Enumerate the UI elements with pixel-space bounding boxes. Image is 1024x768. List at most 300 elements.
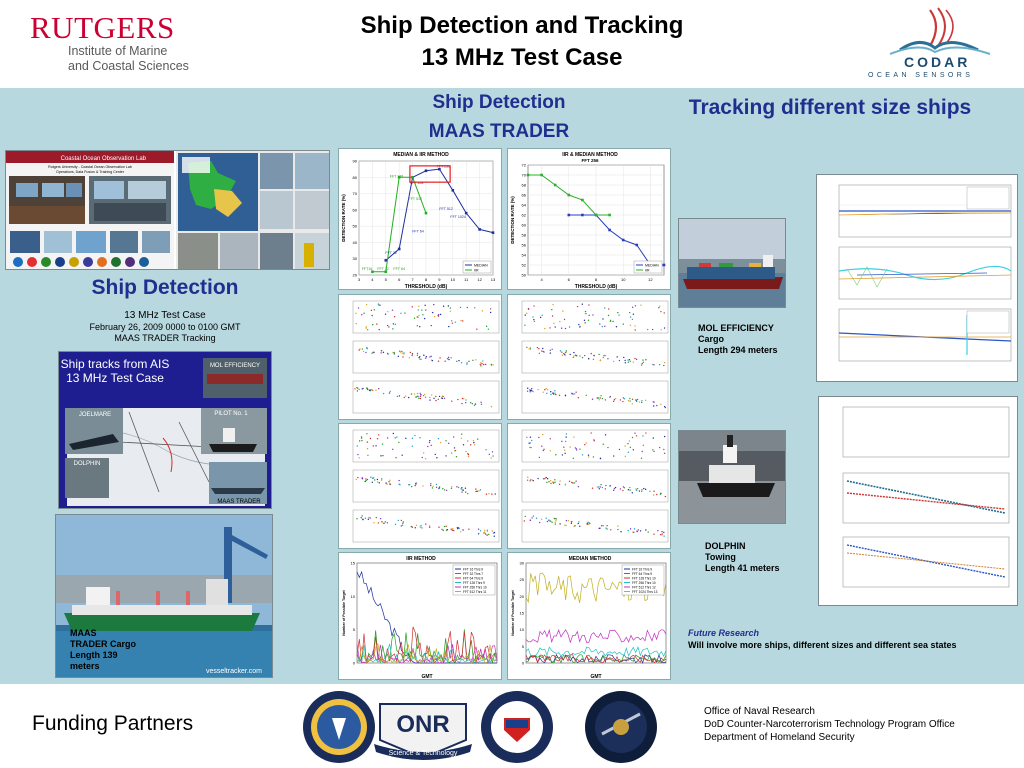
detection-point [456,456,457,457]
detection-point [578,521,579,522]
detection-scatter-panel [507,423,671,549]
detection-point [627,359,628,360]
detection-point [424,305,425,306]
detection-point [476,491,477,492]
detection-point [630,528,631,529]
detection-point [527,480,528,481]
detection-point [573,458,574,459]
detection-point [528,348,529,349]
dolphin-tug-image [679,431,786,524]
detection-point [543,351,544,352]
detection-point [546,393,547,394]
detection-point [614,399,615,400]
detection-point [609,485,610,486]
detection-point [492,455,493,456]
detection-point [389,483,390,484]
detection-point [533,305,534,306]
detection-point [454,447,455,448]
data-point [568,214,571,217]
detection-point [462,529,463,530]
detection-point [389,392,390,393]
y-tick-label: 50 [521,272,526,278]
detection-point [467,362,468,363]
detection-point [524,325,525,326]
header [0,0,1024,88]
detection-point [554,392,555,393]
detection-point [634,325,635,326]
y-tick-label: 62 [521,212,526,218]
codar-waves-icon [860,6,1010,56]
legend-entry: FFT 128 Thrs 10 [632,576,656,581]
detection-point [378,329,379,330]
detection-point [562,310,563,311]
detection-point [422,457,423,458]
detection-point [526,347,527,348]
detection-point [599,528,600,529]
detection-point [445,440,446,441]
detection-point [560,350,561,351]
detection-point [632,492,633,493]
y-tick-label: 0 [521,660,524,666]
detection-point [361,515,362,516]
detection-point [599,488,600,489]
detection-point [490,312,491,313]
detection-point [549,521,550,522]
detection-point [433,486,434,487]
y-tick-label: 20 [519,593,524,599]
detection-point [541,518,542,519]
detection-point [550,450,551,451]
detection-point [600,395,601,396]
detection-point [412,306,413,307]
detection-point [545,477,546,478]
detection-point [430,485,431,486]
legend-entry: FFT 1024 Thrs 13 [632,590,658,594]
detection-point [660,311,661,312]
detection-point [415,527,416,528]
detection-point [605,527,606,528]
detection-point [475,403,476,404]
detection-point [543,449,544,450]
detection-point [571,393,572,394]
detection-point [613,401,614,402]
data-point [492,231,495,234]
detection-point [473,442,474,443]
detection-point [543,450,544,451]
detection-point [418,398,419,399]
detection-point [588,315,589,316]
detection-point [482,310,483,311]
detection-point [550,350,551,351]
data-point [425,169,428,172]
y-tick-label: 5 [352,627,355,633]
y-tick-label: 52 [521,262,526,268]
detection-point [415,483,416,484]
detection-point [662,533,663,534]
detection-point [386,484,387,485]
detection-point [401,351,402,352]
detection-point [636,401,637,402]
median-method-targets-chart [507,552,671,680]
legend-entry: MEDIAN [645,263,659,268]
legend-entry: FFT 16 Thrs 9 [463,567,484,572]
detection-point [398,480,399,481]
y-tick-label: 50 [352,223,357,229]
data-point [636,244,639,247]
y-tick-label: 66 [521,192,526,198]
detection-point [592,488,593,489]
detection-point [461,487,462,488]
detection-point [610,529,611,530]
detection-point [461,491,462,492]
detection-point [475,488,476,489]
detection-point [628,362,629,363]
detection-point [359,457,360,458]
footer [0,684,1024,768]
detection-point [486,326,487,327]
detection-point [488,329,489,330]
detection-point [541,445,542,446]
y-tick-label: 5 [521,643,524,649]
detection-point [412,353,413,354]
detection-point [420,394,421,395]
detection-point [548,481,549,482]
detection-point [550,438,551,439]
detection-point [404,397,405,398]
y-tick-label: 15 [350,560,355,566]
detection-point [653,451,654,452]
detection-point [418,315,419,316]
detection-point [460,531,461,532]
chart-annotation: FFT 512 [408,197,423,202]
detection-point [487,529,488,530]
detection-point [641,364,642,365]
detection-point [577,306,578,307]
detection-point [430,483,431,484]
detection-point [633,361,634,362]
detection-point [355,479,356,480]
y-tick-label: 0 [352,660,355,666]
detection-point [442,398,443,399]
detection-point [355,323,356,324]
detection-point [420,525,421,526]
detection-point [373,522,374,523]
ship-detection-left-heading: Ship Detection [91,276,239,299]
detection-point [452,322,453,323]
detection-point [612,321,613,322]
detection-point [643,488,644,489]
detection-point [402,525,403,526]
detection-point [462,398,463,399]
detection-point [645,400,646,401]
detection-point [420,526,421,527]
data-point [478,228,481,231]
detection-point [421,527,422,528]
mol-efficiency-caption [698,323,808,356]
ais-title-line1: Ship tracks from AIS [60,357,170,371]
detection-point [480,364,481,365]
detection-point [394,352,395,353]
detection-point [460,307,461,308]
y-tick-label: 60 [352,207,357,213]
detection-point [531,517,532,518]
detection-point [527,477,528,478]
detection-point [419,356,420,357]
detection-point [451,452,452,453]
detection-point [575,480,576,481]
detection-point [362,348,363,349]
chart-annotation: FFT 128 [409,180,424,185]
detection-point [412,446,413,447]
x-tick-label: 12 [648,277,653,282]
detection-point [363,351,364,352]
detection-point [461,438,462,439]
detection-point [377,438,378,439]
detection-point [418,309,419,310]
detection-point [555,326,556,327]
detection-point [622,401,623,402]
detection-point [458,487,459,488]
detection-point [582,357,583,358]
detection-point [473,440,474,441]
detection-point [385,314,386,315]
iir-median-fft256-chart [507,148,671,290]
data-point [568,194,571,197]
detection-point [491,406,492,407]
detection-point [645,359,646,360]
detection-scatter-panel [338,294,502,420]
detection-point [578,324,579,325]
detection-point [569,326,570,327]
detection-point [565,351,566,352]
detection-point [588,304,589,305]
detection-point [630,325,631,326]
detection-point [371,315,372,316]
detection-point [481,363,482,364]
detection-point [429,442,430,443]
detection-point [417,316,418,317]
detection-point [652,364,653,365]
detection-point [463,444,464,445]
detection-point [635,305,636,306]
detection-point [440,442,441,443]
ais-label-pilot: PILOT No. 1 [214,411,248,417]
detection-point [379,482,380,483]
detection-point [546,482,547,483]
detection-point [462,489,463,490]
detection-point [565,484,566,485]
detection-point [641,491,642,492]
detection-point [417,353,418,354]
mol-caption-line: MOL EFFICIENCY [698,323,774,333]
detection-point [417,325,418,326]
data-point [622,239,625,242]
detection-point [661,329,662,330]
detection-point [448,305,449,306]
detection-point [552,392,553,393]
data-point [385,259,388,262]
detection-point [405,438,406,439]
data-point [425,212,428,215]
detection-point [639,401,640,402]
x-axis-label: THRESHOLD (dB) [404,284,448,290]
detection-point [494,532,495,533]
detection-point [559,321,560,322]
detection-point [636,490,637,491]
detection-point [425,458,426,459]
detection-point [652,449,653,450]
y-tick-label: 10 [350,593,355,599]
detection-point [571,521,572,522]
detection-point [628,400,629,401]
detection-point [361,440,362,441]
detection-point [448,443,449,444]
detection-point [597,397,598,398]
detection-point [529,447,530,448]
detection-point [645,432,646,433]
detection-point [425,396,426,397]
x-axis-label: GMT [590,674,602,680]
detection-point [394,316,395,317]
data-point [663,264,666,267]
detection-point [639,490,640,491]
detection-point [588,456,589,457]
detection-point [425,309,426,310]
legend-entry: FFT 512 Thrs 11 [463,590,487,594]
detection-point [634,358,635,359]
detection-point [387,311,388,312]
detection-point [566,520,567,521]
detection-point [584,355,585,356]
detection-point [602,326,603,327]
detection-point [422,485,423,486]
detection-point [477,438,478,439]
data-point [540,174,543,177]
detection-point [387,437,388,438]
detection-point [468,361,469,362]
y-tick-label: 60 [521,222,526,228]
detection-point [432,487,433,488]
x-tick-label: 8 [424,277,428,282]
detection-point [552,482,553,483]
detection-point [527,391,528,392]
detection-point [537,347,538,348]
detection-point [452,528,453,529]
detection-point [664,453,665,454]
detection-point [574,525,575,526]
detection-point [373,477,374,478]
funder-line: Department of Homeland Security [704,732,855,743]
detection-point [623,357,624,358]
detection-point [461,362,462,363]
data-point [581,199,584,202]
detection-point [618,314,619,315]
detection-point [453,530,454,531]
detection-point [429,440,430,441]
x-tick-label: 12 [477,277,482,282]
panel-background [508,295,671,420]
codar-logo [860,6,1010,82]
detection-point [552,304,553,305]
detection-point [664,436,665,437]
dhs-seal-icon [480,690,554,764]
legend-entry: FFT 512 Thrs 12 [632,585,656,590]
detection-point [452,530,453,531]
detection-point [377,479,378,480]
detection-point [605,488,606,489]
detection-point [385,482,386,483]
detection-point [392,309,393,310]
detection-point [603,444,604,445]
detection-point [623,323,624,324]
y-tick-label: 30 [352,256,357,262]
detection-point [381,350,382,351]
detection-point [632,319,633,320]
detection-point [614,488,615,489]
detection-point [633,314,634,315]
y-tick-label: 90 [352,158,357,164]
legend-entry: FFT 32 Thrs 7 [463,572,484,576]
detection-point [664,362,665,363]
panel-background [339,295,502,420]
data-point [581,214,584,217]
detection-point [380,518,381,519]
detection-point [451,320,452,321]
detection-point [542,434,543,435]
detection-point [653,491,654,492]
collage-sub2: Operations, Data Fusion & Training Center [56,170,124,174]
y-tick-label: 58 [521,232,526,238]
detection-point [443,530,444,531]
detection-point [404,312,405,313]
detection-point [474,444,475,445]
detection-point [387,522,388,523]
detection-point [492,530,493,531]
legend-entry: IIR [474,268,479,273]
detection-point [395,524,396,525]
detection-point [537,478,538,479]
detection-point [423,395,424,396]
navy-seal-icon [302,690,376,764]
detection-scatter-panel [338,423,502,549]
detection-point [641,400,642,401]
panel-background [508,424,671,549]
x-tick-label: 6 [398,277,401,282]
detection-point [554,390,555,391]
detection-point [625,362,626,363]
detection-point [486,494,487,495]
detection-point [383,523,384,524]
detection-point [628,489,629,490]
detection-point [489,454,490,455]
detection-point [398,520,399,521]
detection-point [625,456,626,457]
detection-point [422,314,423,315]
detection-point [537,389,538,390]
detection-point [663,532,664,533]
legend-entry: FFT 256 Thrs 10 [463,585,487,590]
detection-point [465,488,466,489]
detection-point [484,530,485,531]
detection-point [664,312,665,313]
y-tick-label: 64 [521,202,526,208]
detection-point [400,313,401,314]
page-title-line1: Ship Detection and Tracking [360,12,684,39]
detection-point [642,359,643,360]
detection-point [366,327,367,328]
detection-point [573,357,574,358]
detection-point [356,518,357,519]
